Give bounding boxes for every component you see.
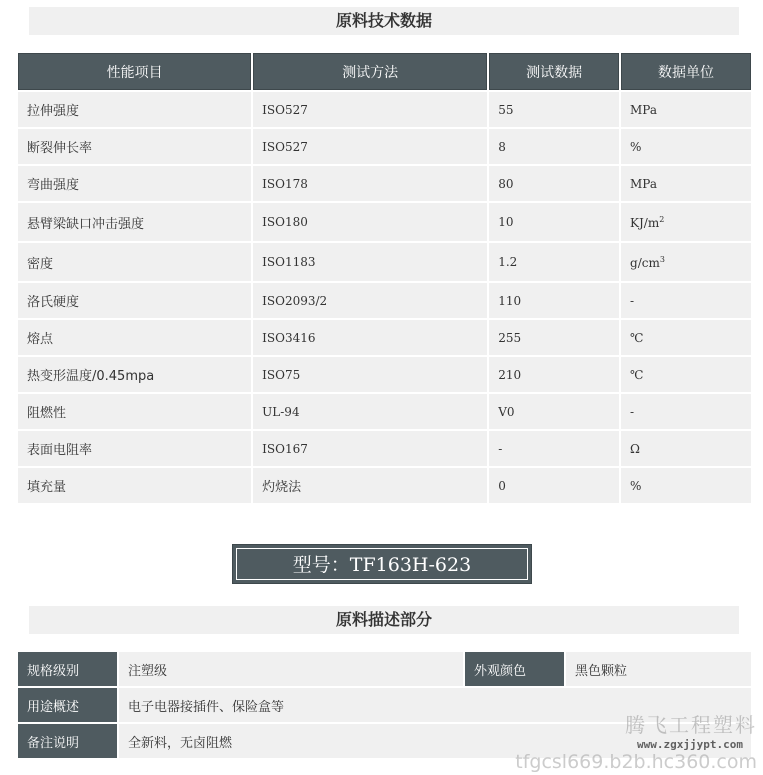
header-property: 性能项目: [18, 53, 251, 90]
cell-method: [253, 283, 487, 318]
cell-property-text: 弯曲强度: [27, 178, 80, 193]
cell-method-text: ISO75: [262, 367, 301, 382]
cell-value: [489, 203, 619, 241]
cell-method-text: ISO1183: [262, 255, 316, 269]
table-row: [18, 394, 751, 429]
cell-unit: [621, 243, 751, 281]
cell-method: [253, 394, 487, 429]
watermark-site: www.zgxjjypt.com: [637, 738, 743, 751]
cell-value: [489, 320, 619, 355]
cell-unit: [621, 431, 751, 466]
cell-value-text: V0: [498, 404, 515, 419]
header-unit: 数据单位: [621, 53, 751, 90]
usage-value: 电子电器接插件、保险盒等: [119, 688, 751, 722]
cell-property-text: 断裂伸长率: [27, 141, 93, 156]
table-row: [18, 431, 751, 466]
cell-property-text: 热变形温度/0.45mpa: [27, 369, 155, 384]
cell-value-text: 80: [498, 176, 514, 191]
cell-unit: [621, 203, 751, 241]
cell-property: [18, 468, 251, 503]
cell-method: [253, 320, 487, 355]
table-row: [18, 203, 751, 241]
watermark-brand: 腾飞工程塑料: [625, 713, 757, 737]
table-row: [18, 357, 751, 392]
cell-value-text: 0: [498, 478, 506, 493]
cell-property: [18, 92, 251, 127]
cell-unit-text: %: [630, 139, 642, 154]
header-method: 测试方法: [253, 53, 487, 90]
cell-unit: [621, 166, 751, 201]
cell-property-text: 表面电阻率: [27, 443, 93, 458]
cell-value: [489, 129, 619, 164]
cell-value: [489, 166, 619, 201]
cell-unit-text: ℃: [630, 330, 644, 345]
model-label: 型号：TF163H-623: [236, 548, 528, 580]
cell-method: [253, 243, 487, 281]
cell-unit: [621, 394, 751, 429]
cell-method-text: ISO527: [262, 139, 308, 154]
cell-method-text: ISO3416: [262, 330, 316, 345]
unit-superscript: 2: [659, 214, 665, 224]
table-row: [18, 283, 751, 318]
cell-unit-text: MPa: [630, 102, 657, 117]
table-row: [18, 92, 751, 127]
desc-section-title: 原料描述部分: [29, 606, 739, 634]
cell-method: [253, 357, 487, 392]
cell-unit-text: g/cm: [630, 255, 660, 270]
watermark: [515, 709, 757, 773]
usage-label: 用途概述: [18, 688, 117, 722]
cell-property: [18, 166, 251, 201]
cell-property: [18, 203, 251, 241]
color-label: 外观颜色: [465, 652, 564, 686]
cell-property-text: 填充量: [27, 480, 67, 495]
cell-value: [489, 431, 619, 466]
cell-method-text: UL-94: [262, 404, 300, 419]
grade-value: 注塑级: [119, 652, 463, 686]
cell-method: [253, 166, 487, 201]
cell-property: [18, 394, 251, 429]
cell-value-text: 255: [498, 330, 522, 345]
cell-value-text: -: [498, 441, 503, 456]
note-value: 全新料，无卤阻燃: [119, 724, 751, 758]
cell-property: [18, 243, 251, 281]
cell-method-text: ISO180: [262, 215, 308, 229]
cell-property-text: 熔点: [27, 332, 54, 347]
cell-value-text: 210: [498, 367, 522, 382]
cell-method: [253, 203, 487, 241]
cell-unit-text: Ω: [630, 441, 640, 456]
cell-unit-text: MPa: [630, 176, 657, 191]
cell-value: [489, 357, 619, 392]
cell-method-text: ISO167: [262, 441, 308, 456]
cell-value: [489, 394, 619, 429]
tech-data-table: [16, 51, 753, 505]
cell-method: [253, 92, 487, 127]
table-row: [18, 243, 751, 281]
cell-unit: [621, 283, 751, 318]
cell-value: [489, 283, 619, 318]
note-label: 备注说明: [18, 724, 117, 758]
grade-label: 规格级别: [18, 652, 117, 686]
cell-value-text: 8: [498, 139, 506, 154]
cell-property-text: 密度: [27, 256, 54, 272]
cell-unit: [621, 92, 751, 127]
cell-unit: [621, 468, 751, 503]
cell-value-text: 110: [498, 293, 522, 308]
cell-property-text: 洛氏硬度: [27, 295, 80, 310]
cell-value-text: 10: [498, 215, 514, 229]
cell-unit-text: ℃: [630, 367, 644, 382]
cell-method-text: ISO527: [262, 102, 308, 117]
cell-unit: [621, 129, 751, 164]
cell-value: [489, 92, 619, 127]
cell-method: [253, 431, 487, 466]
table-row: [18, 468, 751, 503]
cell-property: [18, 320, 251, 355]
cell-method-text: 灼烧法: [262, 480, 302, 495]
table-row: [18, 129, 751, 164]
cell-value-text: 1.2: [498, 255, 518, 269]
cell-unit-text: %: [630, 478, 642, 493]
tech-section-title: 原料技术数据: [29, 7, 739, 35]
cell-property-text: 悬臂梁缺口冲击强度: [27, 216, 145, 232]
table-header-row: [18, 53, 751, 90]
cell-value-text: 55: [498, 102, 514, 117]
cell-unit: [621, 357, 751, 392]
cell-unit: [621, 320, 751, 355]
header-value: 测试数据: [489, 53, 619, 90]
cell-value: [489, 468, 619, 503]
cell-unit-text: -: [630, 404, 635, 419]
cell-property: [18, 357, 251, 392]
cell-unit-text: KJ/m: [630, 215, 660, 230]
cell-property: [18, 129, 251, 164]
table-row: [18, 166, 751, 201]
cell-unit-text: -: [630, 293, 635, 308]
unit-superscript: 3: [659, 254, 665, 264]
watermark-url: tfgcsl669.b2b.hc360.com: [515, 751, 757, 773]
cell-method-text: ISO2093/2: [262, 293, 328, 308]
cell-value: [489, 243, 619, 281]
cell-property-text: 阻燃性: [27, 406, 67, 421]
model-banner: [232, 544, 532, 584]
cell-method: [253, 468, 487, 503]
table-row: [18, 320, 751, 355]
cell-property: [18, 431, 251, 466]
cell-property-text: 拉伸强度: [27, 104, 80, 119]
desc-row-grade: [18, 652, 751, 686]
cell-property: [18, 283, 251, 318]
color-value: 黑色颗粒: [566, 652, 751, 686]
cell-method-text: ISO178: [262, 176, 308, 191]
cell-method: [253, 129, 487, 164]
